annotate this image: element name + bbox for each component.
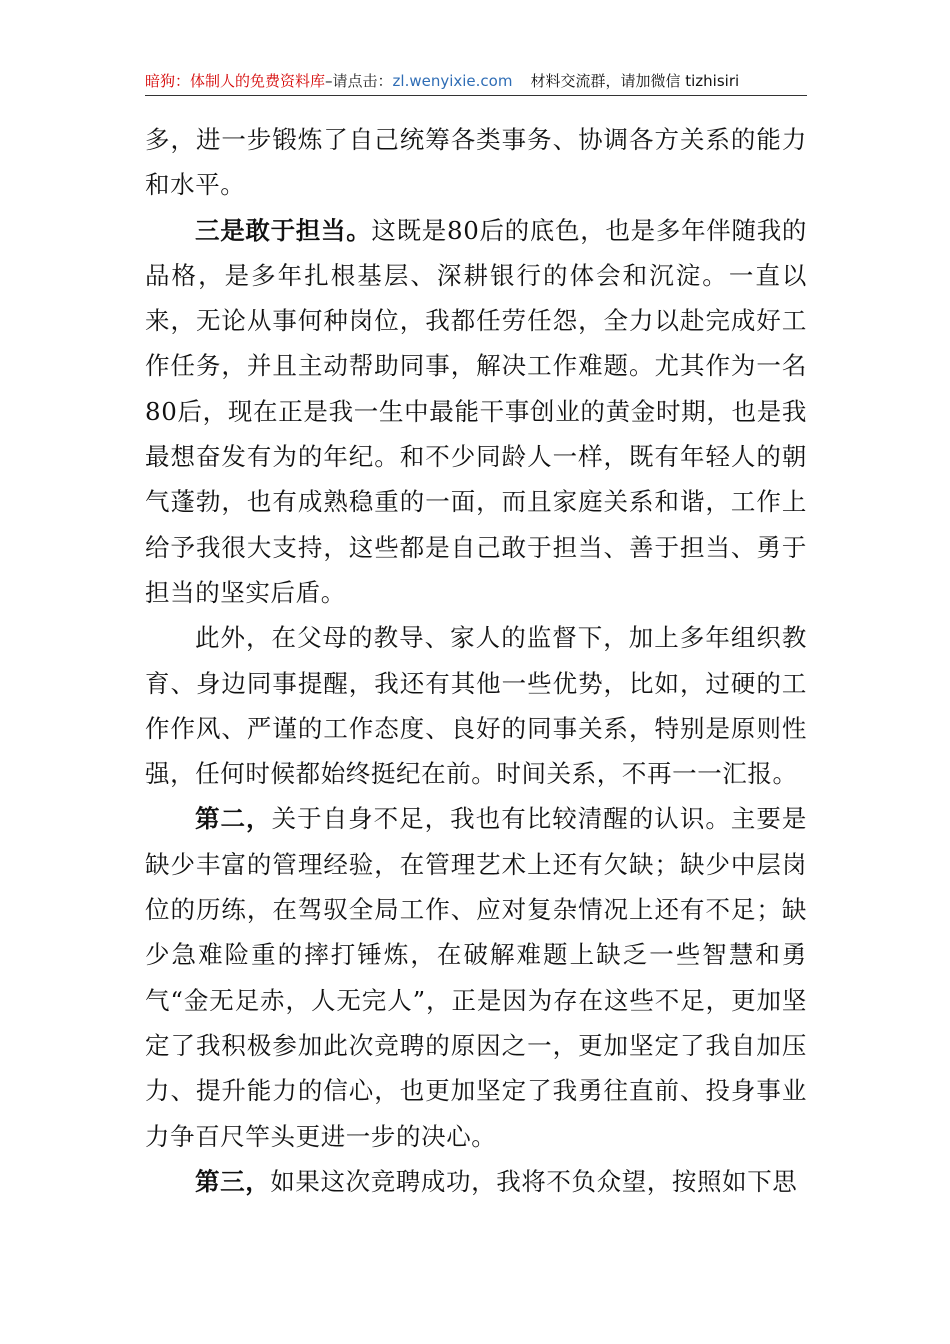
paragraph-other-strengths bbox=[145, 615, 807, 796]
header-prompt: –请点击： bbox=[325, 72, 393, 90]
paragraph-text: 关于自身不足，我也有比较清醒的认识。主要是缺少丰富的管理经验，在管理艺术上还有欠缺；缺少中层岗位的历练，在驾驭全局工作、应对复杂情况上还有不足；缺少急难险重的摔打锤炼，在破解难题上缺乏一些智慧和勇气“金无足赤，人无完人”，正是因为存在这些不足，更加坚定了我积极参加此次竞聘的原因之一，更加坚定了我自加压力、提升能力的信心，也更加坚定了我勇往直前、投身事业力争百尺竿头更进一步的决心。 bbox=[145, 804, 807, 1151]
paragraph-text: 如果这次竞聘成功，我将不负众望，按照如下思 bbox=[270, 1166, 798, 1196]
header-contact: 材料交流群，请加微信 tizhisiri bbox=[530, 72, 740, 90]
paragraph-text: 多，进一步锻炼了自己统筹各类事务、协调各方关系的能力和水平。 bbox=[145, 125, 807, 200]
paragraph-continuation bbox=[145, 117, 807, 208]
header-site-link[interactable]: zl.wenyixie.com bbox=[392, 72, 513, 90]
paragraph-lead: 三是敢于担当。 bbox=[195, 215, 372, 245]
paragraph-lead: 第三， bbox=[195, 1166, 271, 1196]
page-header bbox=[145, 66, 807, 96]
paragraph-plan bbox=[145, 1159, 807, 1204]
paragraph-dare-to-take-responsibility bbox=[145, 208, 807, 616]
header-divider bbox=[145, 95, 807, 96]
document-body bbox=[145, 117, 807, 1204]
paragraph-shortcomings bbox=[145, 796, 807, 1158]
paragraph-lead: 第二， bbox=[195, 804, 272, 834]
paragraph-text: 这既是80后的底色，也是多年伴随我的品格，是多年扎根基层、深耕银行的体会和沉淀。一直以来，无论从事何种岗位，我都任劳任怨，全力以赴完成好工作任务，并且主动帮助同事，解决工作难题。尤其作为一名80后，现在正是我一生中最能干事创业的黄金时期，也是我最想奋发有为的年纪。和不少同龄人一样，既有年轻人的朝气蓬勃，也有成熟稳重的一面，而且家庭关系和谐，工作上给予我很大支持，这些都是自己敢于担当、善于担当、勇于担当的坚实后盾。 bbox=[145, 215, 807, 607]
paragraph-text: 此外，在父母的教导、家人的监督下，加上多年组织教育、身边同事提醒，我还有其他一些优势，比如，过硬的工作作风、严谨的工作态度、良好的同事关系，特别是原则性强，任何时候都始终挺纪在前。时间关系，不再一一汇报。 bbox=[145, 623, 807, 789]
header-brand: 暗狗：体制人的免费资料库 bbox=[145, 72, 326, 90]
